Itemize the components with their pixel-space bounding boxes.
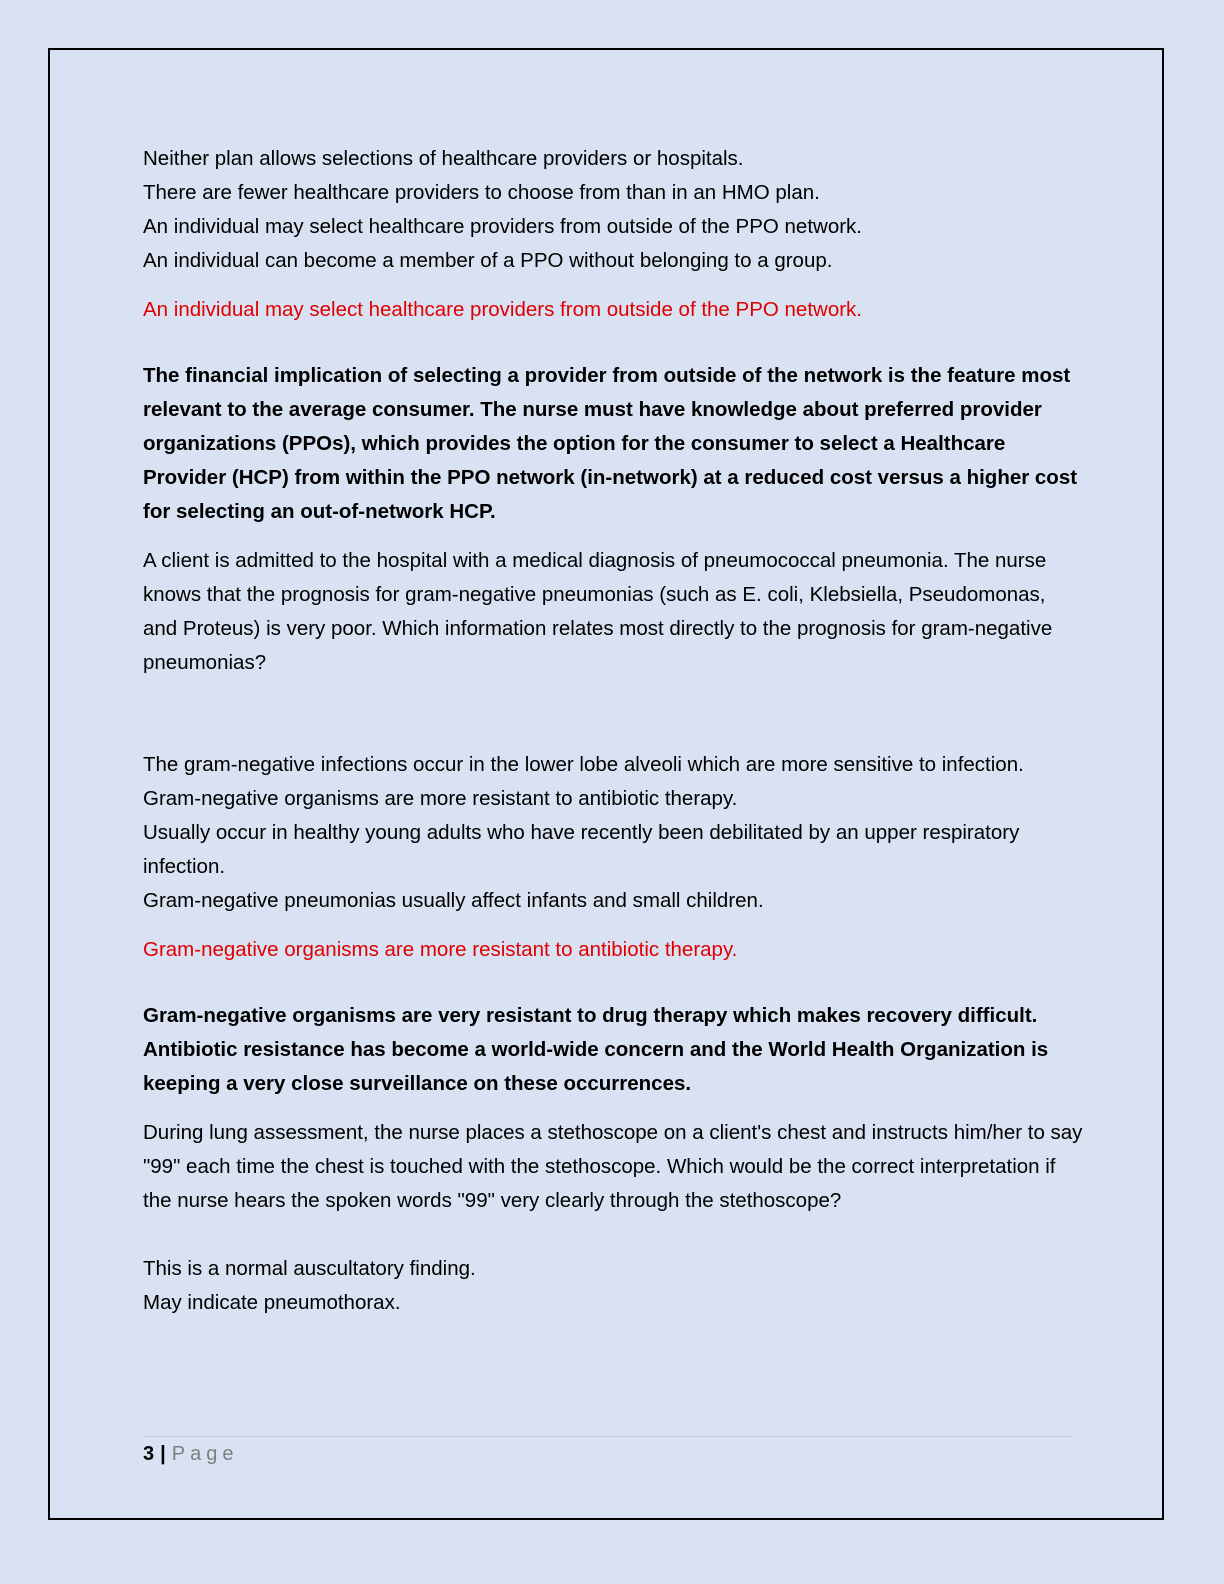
q1-option-1: Neither plan allows selections of healthcare providers or hospitals. [143,147,744,170]
page-number: 3 [143,1443,155,1465]
footer-separator: | [160,1443,166,1465]
q3-question: During lung assessment, the nurse places a stethoscope on a client's chest and instructs him/her to say "99" each time the chest is touched with the stethoscope. Which would be the correct interpretation if the nurse hears the spoken words "99" very clearly through the stethoscope? [143,1121,1083,1212]
page-footer [143,1440,238,1468]
q1-option-3: An individual may select healthcare providers from outside of the PPO network. [143,215,862,238]
q2-rationale: Gram-negative organisms are very resistant to drug therapy which makes recovery difficult. Antibiotic resistance has become a world-wide concern and the World Health Organization is keeping a very close surveillance on these occurrences. [143,1004,1049,1095]
q2-answer: Gram-negative organisms are more resistant to antibiotic therapy. [143,938,738,961]
q1-answer: An individual may select healthcare providers from outside of the PPO network. [143,298,862,321]
document-body [143,142,1083,1320]
q3-option-2: May indicate pneumothorax. [143,1291,401,1314]
q2-option-2: Gram-negative organisms are more resistant to antibiotic therapy. [143,787,738,810]
footer-divider [143,1436,1073,1437]
q3-option-1: This is a normal auscultatory finding. [143,1257,476,1280]
q2-question: A client is admitted to the hospital with a medical diagnosis of pneumococcal pneumonia. The nurse knows that the prognosis for gram-negative pneumonias (such as E. coli, Klebsiella, Pseudomonas, and Proteus) is very poor. Which information relates most directly to the prognosis for gram-negative pneumonias? [143,549,1053,674]
q1-rationale: The financial implication of selecting a provider from outside of the network is the feature most relevant to the average consumer. The nurse must have knowledge about preferred provider organizations (PPOs), which provides the option for the consumer to select a Healthcare Provider (HCP) from within the PPO network (in-network) at a reduced cost versus a higher cost for selecting an out-of-network HCP. [143,364,1078,523]
q2-option-4: Gram-negative pneumonias usually affect infants and small children. [143,889,764,912]
q2-option-3: Usually occur in healthy young adults who have recently been debilitated by an upper respiratory infection. [143,821,1020,878]
q1-option-4: An individual can become a member of a PPO without belonging to a group. [143,249,833,272]
page-label: Page [171,1443,239,1465]
q2-option-1: The gram-negative infections occur in the lower lobe alveoli which are more sensitive to infection. [143,753,1024,776]
q1-option-2: There are fewer healthcare providers to choose from than in an HMO plan. [143,181,820,204]
